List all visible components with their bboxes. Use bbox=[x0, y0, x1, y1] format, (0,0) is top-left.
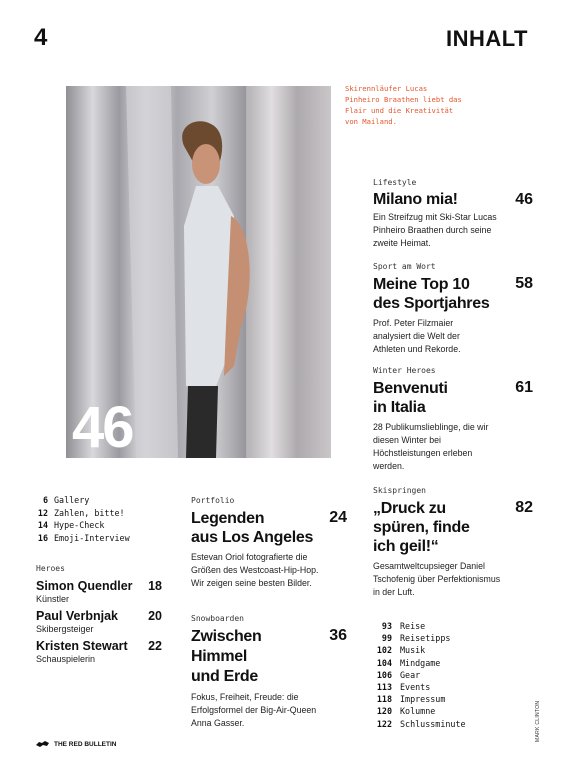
list-item[interactable]: 106 Gear bbox=[376, 669, 421, 680]
hero-name: Kristen Stewart bbox=[36, 639, 128, 653]
entry-description: 28 Publikumslieblinge, die wir diesen Winter bei Höchstleistungen erleben werden. bbox=[373, 422, 489, 471]
list-item[interactable]: 102 Musik bbox=[376, 645, 426, 656]
entry-page: 46 bbox=[515, 191, 533, 208]
entry-category: Skispringen bbox=[373, 486, 426, 495]
list-item[interactable]: 93 Reise bbox=[381, 621, 426, 631]
footer-brand: THE RED BULLETIN bbox=[36, 740, 116, 748]
entry-title: Milano mia! bbox=[373, 191, 458, 208]
list-item[interactable]: 12 Zahlen, bitte! bbox=[37, 507, 125, 518]
hero-page: 20 bbox=[148, 609, 162, 623]
hero-role: Skibergsteiger bbox=[36, 624, 94, 634]
entry-category: Winter Heroes bbox=[373, 366, 436, 375]
list-item[interactable]: 118 Impressum bbox=[376, 694, 446, 705]
photo-overlay-number: 46 bbox=[72, 395, 133, 460]
toc-entry[interactable] bbox=[373, 178, 533, 250]
entry-page: 58 bbox=[515, 275, 533, 292]
hero-entry[interactable] bbox=[36, 579, 162, 604]
heroes-label: Heroes bbox=[36, 564, 65, 573]
bull-logo-icon bbox=[36, 740, 50, 748]
entry-page: 36 bbox=[329, 627, 347, 644]
entry-title: Zwischen Himmel und Erde bbox=[191, 628, 262, 685]
entry-title: Legenden aus Los Angeles bbox=[191, 510, 314, 546]
toc-entry[interactable] bbox=[191, 496, 347, 590]
entry-page: 24 bbox=[329, 509, 347, 526]
toc-entry[interactable] bbox=[191, 614, 347, 730]
entry-category: Sport am Wort bbox=[373, 262, 436, 271]
entry-title: Meine Top 10 des Sportjahres bbox=[373, 276, 490, 312]
entry-title: Benvenuti in Italia bbox=[373, 380, 448, 416]
hero-entry[interactable] bbox=[36, 639, 162, 664]
photo-credit: MARK CLINTON bbox=[535, 700, 541, 742]
hero-role: Künstler bbox=[36, 594, 70, 604]
list-item[interactable]: 16 Emoji-Interview bbox=[37, 532, 130, 543]
photo-caption: Skirennläufer Lucas Pinheiro Braathen liebt das Flair und die Kreativität von Mailand. bbox=[345, 84, 462, 126]
hero-entry[interactable] bbox=[36, 609, 162, 634]
entry-category: Snowboarden bbox=[191, 614, 244, 623]
short-sections-list bbox=[36, 494, 130, 544]
list-item[interactable]: 99 Reisetipps bbox=[381, 633, 451, 644]
list-item[interactable]: 104 Mindgame bbox=[376, 657, 441, 668]
page-title: INHALT bbox=[445, 26, 528, 51]
hero-role: Schauspielerin bbox=[36, 654, 96, 664]
hero-page: 22 bbox=[148, 639, 162, 653]
entry-category: Lifestyle bbox=[373, 178, 417, 187]
toc-entry[interactable] bbox=[373, 262, 533, 356]
entry-description: Gesamtweltcupsieger Daniel Tschofenig über Perfektionismus in der Luft. bbox=[373, 561, 501, 597]
entry-page: 61 bbox=[515, 379, 533, 396]
regular-sections-list bbox=[376, 620, 466, 730]
entry-description: Ein Streifzug mit Ski-Star Lucas Pinheiro Braathen durch seine zweite Heimat. bbox=[373, 212, 497, 248]
toc-entry[interactable] bbox=[373, 486, 533, 599]
list-item[interactable]: 120 Kolumne bbox=[376, 706, 436, 717]
list-item[interactable]: 14 Hype-Check bbox=[37, 520, 105, 530]
toc-entry[interactable] bbox=[373, 366, 533, 473]
entry-title: „Druck zu spüren, finde ich geil!“ bbox=[373, 500, 470, 555]
page-number: 4 bbox=[34, 24, 48, 51]
list-item[interactable]: 113 Events bbox=[376, 682, 431, 693]
list-item[interactable]: 122 Schlussminute bbox=[376, 718, 466, 729]
entry-description: Estevan Oriol fotografierte die Größen des Westcoast-Hip-Hop. Wir zeigen seine besten Bilder. bbox=[191, 552, 319, 588]
list-item[interactable]: 6 Gallery bbox=[42, 495, 90, 505]
entry-page: 82 bbox=[515, 499, 533, 516]
hero-page: 18 bbox=[148, 579, 162, 593]
hero-name: Paul Verbnjak bbox=[36, 609, 118, 623]
entry-description: Fokus, Freiheit, Freude: die Erfolgsformel der Big-Air-Queen Anna Gasser. bbox=[191, 692, 317, 728]
entry-description: Prof. Peter Filzmaier analysiert die Welt der Athleten und Rekorde. bbox=[373, 318, 461, 354]
hero-name: Simon Quendler bbox=[36, 579, 133, 593]
entry-category: Portfolio bbox=[191, 496, 235, 505]
